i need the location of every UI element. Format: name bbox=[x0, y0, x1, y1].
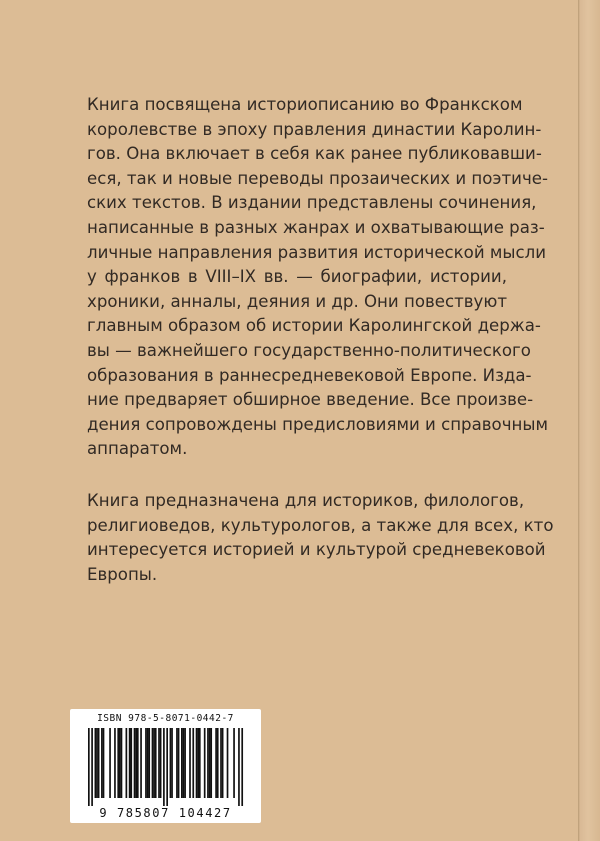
barcode-bar bbox=[166, 728, 168, 806]
barcode-bar bbox=[176, 728, 178, 798]
text-line: вы — важнейшего государственно-политического bbox=[87, 340, 531, 360]
barcode-bar bbox=[222, 728, 224, 798]
barcode-bar bbox=[147, 728, 149, 798]
barcode-bar bbox=[217, 728, 219, 798]
text-line: гов. Она включает в себя как ранее публиковавши- bbox=[87, 144, 542, 164]
barcode-digits: 9 785807 104427 bbox=[99, 806, 232, 820]
barcode-bar bbox=[181, 728, 183, 798]
text-line: еся, так и новые переводы прозаических и поэтиче- bbox=[87, 168, 548, 188]
book-edge bbox=[578, 0, 600, 841]
barcode-bar bbox=[153, 728, 155, 798]
barcode-bar bbox=[189, 728, 191, 798]
text-line: Книга предназначена для историков, филологов, bbox=[87, 490, 525, 510]
barcode-bar bbox=[238, 728, 240, 806]
barcode-bar bbox=[126, 728, 128, 798]
paragraph-audience bbox=[87, 489, 554, 587]
text-line: интересуется историей и культурой средневековой bbox=[87, 540, 546, 560]
barcode-bar bbox=[103, 728, 105, 798]
barcode-bar bbox=[137, 728, 139, 798]
barcode-bar bbox=[220, 728, 222, 798]
barcode-bar bbox=[121, 728, 123, 798]
text-line: Книга посвящена историописанию во Франкском bbox=[87, 95, 523, 114]
barcode-bar bbox=[152, 728, 154, 798]
barcode-bar bbox=[199, 728, 201, 798]
barcode-bar bbox=[155, 728, 157, 798]
text-line: аппаратом. bbox=[87, 439, 188, 459]
text-line: написанные в разных жанрах и охватывающие раз- bbox=[87, 217, 545, 237]
barcode-bar bbox=[88, 728, 90, 806]
barcode-bar bbox=[233, 728, 235, 798]
barcode-bar bbox=[192, 728, 194, 798]
barcode-bar bbox=[95, 728, 97, 798]
barcode-bar bbox=[184, 728, 186, 798]
barcode-bar bbox=[209, 728, 211, 798]
text-line: дения сопровождены предисловиями и справочным bbox=[87, 414, 548, 434]
text-line: образования в раннесредневековой Европе. Изда- bbox=[87, 365, 532, 385]
annotation-text bbox=[87, 93, 554, 587]
text-line: у франков в VIII–IX вв. — биографии, истории, bbox=[87, 267, 507, 287]
text-line: главным образом об истории Каролингской держа- bbox=[87, 316, 541, 336]
barcode-bar bbox=[109, 728, 111, 798]
barcode-bar bbox=[171, 728, 173, 798]
barcode-bar bbox=[160, 728, 162, 798]
text-line: личные направления развития исторической мысли bbox=[87, 242, 547, 262]
isbn-label: ISBN 978-5-8071-0442-7 bbox=[97, 713, 234, 724]
text-line: религиоведов, культурологов, а также для всех, кто bbox=[87, 515, 554, 535]
barcode-bar bbox=[101, 728, 103, 798]
barcode-bar bbox=[117, 728, 119, 798]
barcode-bar bbox=[215, 728, 217, 798]
barcode-bar bbox=[170, 728, 172, 798]
barcode-bar bbox=[183, 728, 185, 798]
barcode-bar bbox=[148, 728, 150, 798]
text-line: хроники, анналы, деяния и др. Они повествуют bbox=[87, 291, 507, 311]
text-line: ние предваряет обширное введение. Все произве- bbox=[87, 390, 534, 410]
barcode-bar bbox=[145, 728, 147, 798]
barcode-bar bbox=[204, 728, 206, 798]
barcode-bar bbox=[135, 728, 137, 798]
barcode-bar bbox=[98, 728, 100, 798]
barcode-bar bbox=[163, 728, 165, 806]
barcode-bar bbox=[96, 728, 98, 798]
text-line: королевстве в эпоху правления династии Каролин- bbox=[87, 119, 542, 139]
barcode-bar bbox=[210, 728, 212, 798]
barcode-bar bbox=[158, 728, 160, 798]
barcode-bar bbox=[119, 728, 121, 798]
barcode-bar bbox=[134, 728, 136, 798]
barcode-bar bbox=[140, 728, 142, 798]
barcode-bars bbox=[78, 728, 253, 806]
barcode-bar bbox=[207, 728, 209, 798]
barcode-bar bbox=[196, 728, 198, 798]
barcode-bar bbox=[241, 728, 243, 806]
barcode-bar bbox=[114, 728, 116, 798]
barcode-bar bbox=[227, 728, 229, 798]
text-line: Европы. bbox=[87, 564, 158, 584]
paragraph-description bbox=[87, 93, 548, 462]
barcode-bar bbox=[178, 728, 180, 798]
text-line: ских текстов. В издании представлены сочинения, bbox=[87, 193, 537, 213]
isbn-barcode bbox=[70, 709, 261, 823]
barcode-bar bbox=[197, 728, 199, 798]
barcode-bar bbox=[130, 728, 132, 798]
barcode-bar bbox=[129, 728, 131, 798]
barcode-bar bbox=[91, 728, 93, 806]
